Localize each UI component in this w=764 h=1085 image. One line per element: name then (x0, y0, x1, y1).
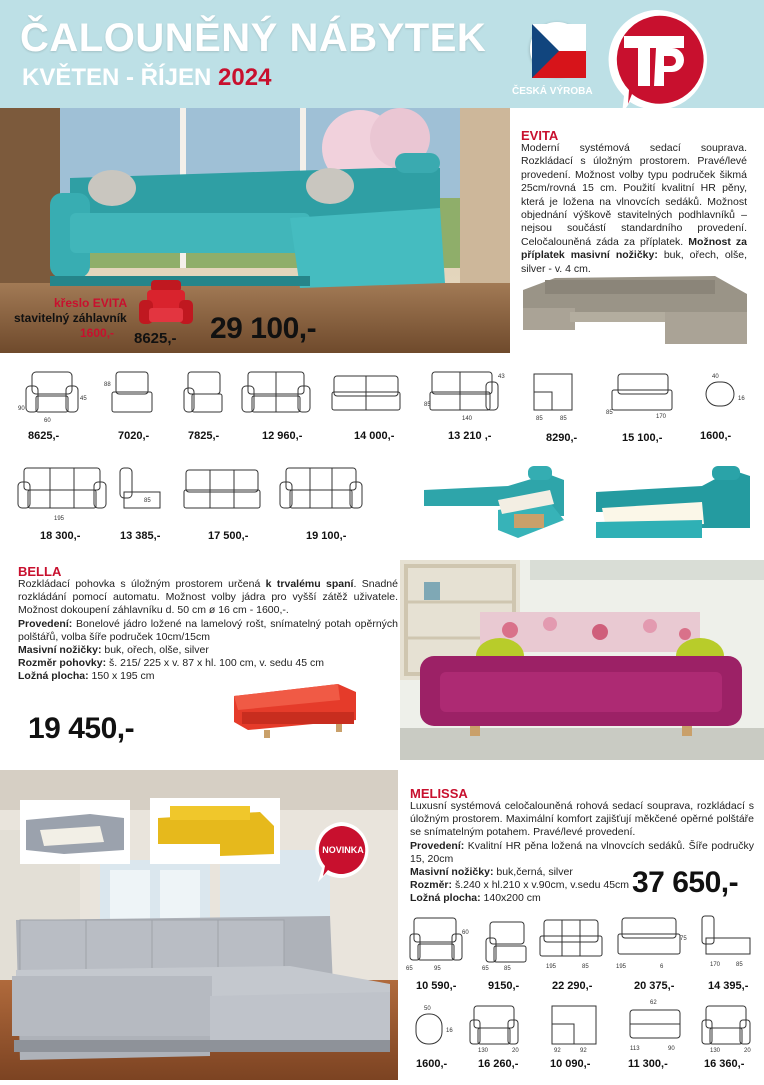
evita-module-4 (236, 366, 316, 426)
evita-desc-main: Moderní systémová sedací souprava. Rozkládací s úložným prostorem. Pravé/levé provedení. Možnost volby typu područek šikmá 25cm/rovná 15 cm. Použití kvalitní HR pěny, která je ložena na vlnovcích sedáků. Možnost objednání výškově stavitelných podhlavníků – nejsou součástí standardního provedení. Celočalouněná záda za příplatek. (521, 142, 747, 248)
melissa-module-price-6: 1600,- (416, 1058, 448, 1070)
bella-desc-a: Rozkládací pohovka s úložným prostorem určená (18, 578, 266, 590)
svg-text:20: 20 (512, 1048, 519, 1054)
evita-module-price-9: 1600,- (700, 430, 732, 442)
evita-armchair-label: křeslo EVITA (54, 296, 128, 310)
svg-text:92: 92 (554, 1048, 561, 1054)
evita-module-price-13: 19 100,- (306, 530, 347, 542)
tp-logo (600, 6, 710, 116)
novinka-label: NOVINKA (322, 845, 364, 855)
evita-headrest-price: 1600,- (80, 326, 115, 340)
evita-module-1 (16, 366, 86, 426)
melissa-module-5 (696, 910, 758, 974)
bella-legs-label: Masivní nožičky: (18, 644, 102, 657)
melissa-module-3 (536, 912, 606, 974)
melissa-bed-text: 140x200 cm (483, 892, 541, 905)
svg-text:85: 85 (582, 964, 589, 970)
melissa-size-label: Rozměr: (410, 879, 453, 892)
melissa-module-price-7: 16 260,- (478, 1058, 519, 1070)
svg-text:85: 85 (504, 966, 511, 972)
melissa-prov-label: Provedení: (410, 839, 465, 852)
evita-module-price-12: 17 500,- (208, 530, 249, 542)
evita-desc-bold: Možnost za příplatek masivní nožičky: (521, 235, 747, 262)
svg-text:85: 85 (144, 498, 151, 504)
melissa-bed-label: Ložná plocha: (410, 892, 481, 905)
bella-title: BELLA (18, 564, 62, 579)
svg-text:60: 60 (462, 930, 469, 936)
bella-desc-bold: k trvalému spaní (265, 578, 354, 590)
evita-module-7 (524, 366, 584, 426)
svg-text:195: 195 (616, 964, 627, 970)
svg-text:92: 92 (580, 1048, 587, 1054)
page-title: ČALOUNĚNÝ NÁBYTEK (20, 16, 487, 60)
svg-text:50: 50 (424, 1006, 431, 1012)
melissa-module-9 (620, 996, 690, 1054)
svg-text:16: 16 (738, 396, 745, 402)
evita-desc-legs: buk, ořech, olše, silver - v. 4 cm. (521, 249, 747, 275)
svg-text:85: 85 (606, 410, 613, 416)
evita-module-price-11: 13 385,- (120, 530, 161, 542)
svg-text:88: 88 (104, 382, 111, 388)
svg-text:62: 62 (650, 1000, 657, 1006)
bella-bed-text: 150 x 195 cm (91, 670, 155, 683)
melissa-module-price-9: 11 300,- (628, 1058, 668, 1070)
bella-prov-text: Bonelové jádro ložené na lamelový rošt, snímatelný potah opěrných polštářů, volba šíře područek 10cm/15cm (18, 617, 398, 643)
bella-size-text: š. 215/ 225 x v. 87 x hl. 100 cm, v. sedu 45 cm (109, 657, 324, 670)
svg-text:140: 140 (462, 416, 473, 422)
svg-text:60: 60 (44, 418, 51, 424)
evita-module-price-7: 8290,- (546, 432, 578, 444)
evita-module-price-4: 12 960,- (262, 430, 303, 442)
evita-module-price-5: 14 000,- (354, 430, 395, 442)
bella-bed-photo (228, 666, 362, 746)
svg-text:170: 170 (710, 962, 721, 968)
evita-set-price: 29 100,- (210, 312, 317, 345)
evita-module-13 (276, 462, 366, 524)
bella-desc-c: . Snadné rozkládání pomocí automatu. Možnost volby jádra pro vyšší zátěž uživatele. Možnost dokoupení záhlavníku d. 50 cm ø 16 cm - 1600,-. (18, 578, 398, 617)
svg-text:85: 85 (424, 402, 431, 408)
evita-module-price-2: 7020,- (118, 430, 150, 442)
evita-bed-photo (592, 462, 754, 546)
svg-text:85: 85 (560, 416, 567, 422)
svg-text:85: 85 (736, 962, 743, 968)
svg-text:195: 195 (54, 516, 65, 522)
melissa-module-1 (404, 912, 470, 974)
melissa-size-text: š.240 x hl.210 x v.90cm, v.sedu 45cm (454, 879, 630, 892)
evita-module-3 (176, 366, 232, 426)
evita-module-price-6: 13 210 ,- (448, 430, 492, 442)
melissa-price: 37 650,- (632, 866, 739, 899)
evita-module-12 (180, 462, 264, 524)
season-year: 2024 (218, 64, 272, 91)
evita-module-2 (104, 366, 160, 426)
bella-legs-text: buk, ořech, olše, silver (104, 644, 209, 657)
evita-grey-corner-photo (515, 268, 755, 350)
evita-armchair-photo (137, 278, 195, 328)
melissa-module-8 (542, 1000, 606, 1054)
melissa-module-price-8: 10 090,- (550, 1058, 591, 1070)
evita-module-8 (604, 366, 684, 426)
bella-prov-label: Provedení: (18, 617, 73, 630)
melissa-title: MELISSA (410, 786, 468, 801)
svg-text:85: 85 (536, 416, 543, 422)
bella-photo (400, 560, 764, 760)
melissa-module-10 (696, 1000, 758, 1054)
melissa-module-2 (478, 916, 534, 974)
svg-text:45: 45 (80, 396, 87, 402)
melissa-module-price-10: 16 360,- (704, 1058, 745, 1070)
bella-size-label: Rozměr pohovky: (18, 657, 107, 670)
evita-module-price-10: 18 300,- (40, 530, 81, 542)
svg-text:130: 130 (710, 1048, 721, 1054)
evita-module-10 (14, 462, 110, 524)
evita-module-11 (114, 462, 166, 524)
svg-text:6: 6 (660, 964, 664, 970)
evita-title: EVITA (521, 128, 559, 143)
melissa-desc-main: Luxusní systémová celočalouněná rohová sedací souprava, rozkládací s úložným prostorem. Maximální komfort zajišťují měkčené opěrné polštáře se snímatelným potahem. Pravé/levé provedení. (410, 800, 754, 839)
svg-text:195: 195 (546, 964, 557, 970)
czech-flag-icon (530, 22, 584, 76)
svg-text:40: 40 (712, 374, 719, 380)
evita-description (521, 142, 747, 276)
page-subtitle (22, 64, 271, 92)
evita-module-price-3: 7825,- (188, 430, 220, 442)
svg-text:65: 65 (482, 966, 489, 972)
melissa-module-price-1: 10 590,- (416, 980, 457, 992)
evita-module-5 (326, 366, 406, 426)
svg-text:113: 113 (630, 1046, 640, 1052)
svg-text:95: 95 (434, 966, 441, 972)
evita-module-price-8: 15 100,- (622, 432, 663, 444)
bella-price: 19 450,- (28, 712, 135, 745)
melissa-module-price-5: 14 395,- (708, 980, 749, 992)
melissa-module-7 (464, 1000, 524, 1054)
svg-text:20: 20 (744, 1048, 751, 1054)
bella-bed-label: Ložná plocha: (18, 670, 89, 683)
evita-storage-photo (418, 460, 568, 546)
evita-module-6 (422, 366, 506, 426)
svg-text:90: 90 (18, 406, 25, 412)
svg-text:170: 170 (656, 414, 667, 420)
evita-module-price-1: 8625,- (28, 430, 60, 442)
melissa-module-price-4: 20 375,- (634, 980, 675, 992)
evita-armchair-note: stavitelný záhlavník (14, 311, 127, 325)
season-period: KVĚTEN - ŘÍJEN (22, 64, 212, 91)
made-in-czech-caption: ČESKÁ VÝROBA (512, 86, 593, 97)
melissa-module-6 (408, 1004, 458, 1054)
svg-text:43: 43 (498, 374, 505, 380)
melissa-photo (0, 770, 398, 1080)
melissa-module-price-3: 22 290,- (552, 980, 593, 992)
evita-armchair-price: 8625,- (134, 330, 177, 347)
svg-text:90: 90 (668, 1046, 675, 1052)
melissa-module-price-2: 9150,- (488, 980, 520, 992)
svg-text:16: 16 (446, 1028, 453, 1034)
svg-text:75: 75 (680, 936, 687, 942)
evita-module-9 (696, 372, 748, 420)
melissa-prov-text: Kvalitní HR pěna ložená na vlnovcích sedáků. Šíře područky 15, 20cm (410, 839, 754, 865)
melissa-module-4 (612, 910, 692, 974)
svg-text:65: 65 (406, 966, 413, 972)
svg-text:130: 130 (478, 1048, 489, 1054)
melissa-legs-label: Masivní nožičky: (410, 866, 494, 879)
melissa-legs-text: buk,černá, silver (496, 866, 573, 879)
